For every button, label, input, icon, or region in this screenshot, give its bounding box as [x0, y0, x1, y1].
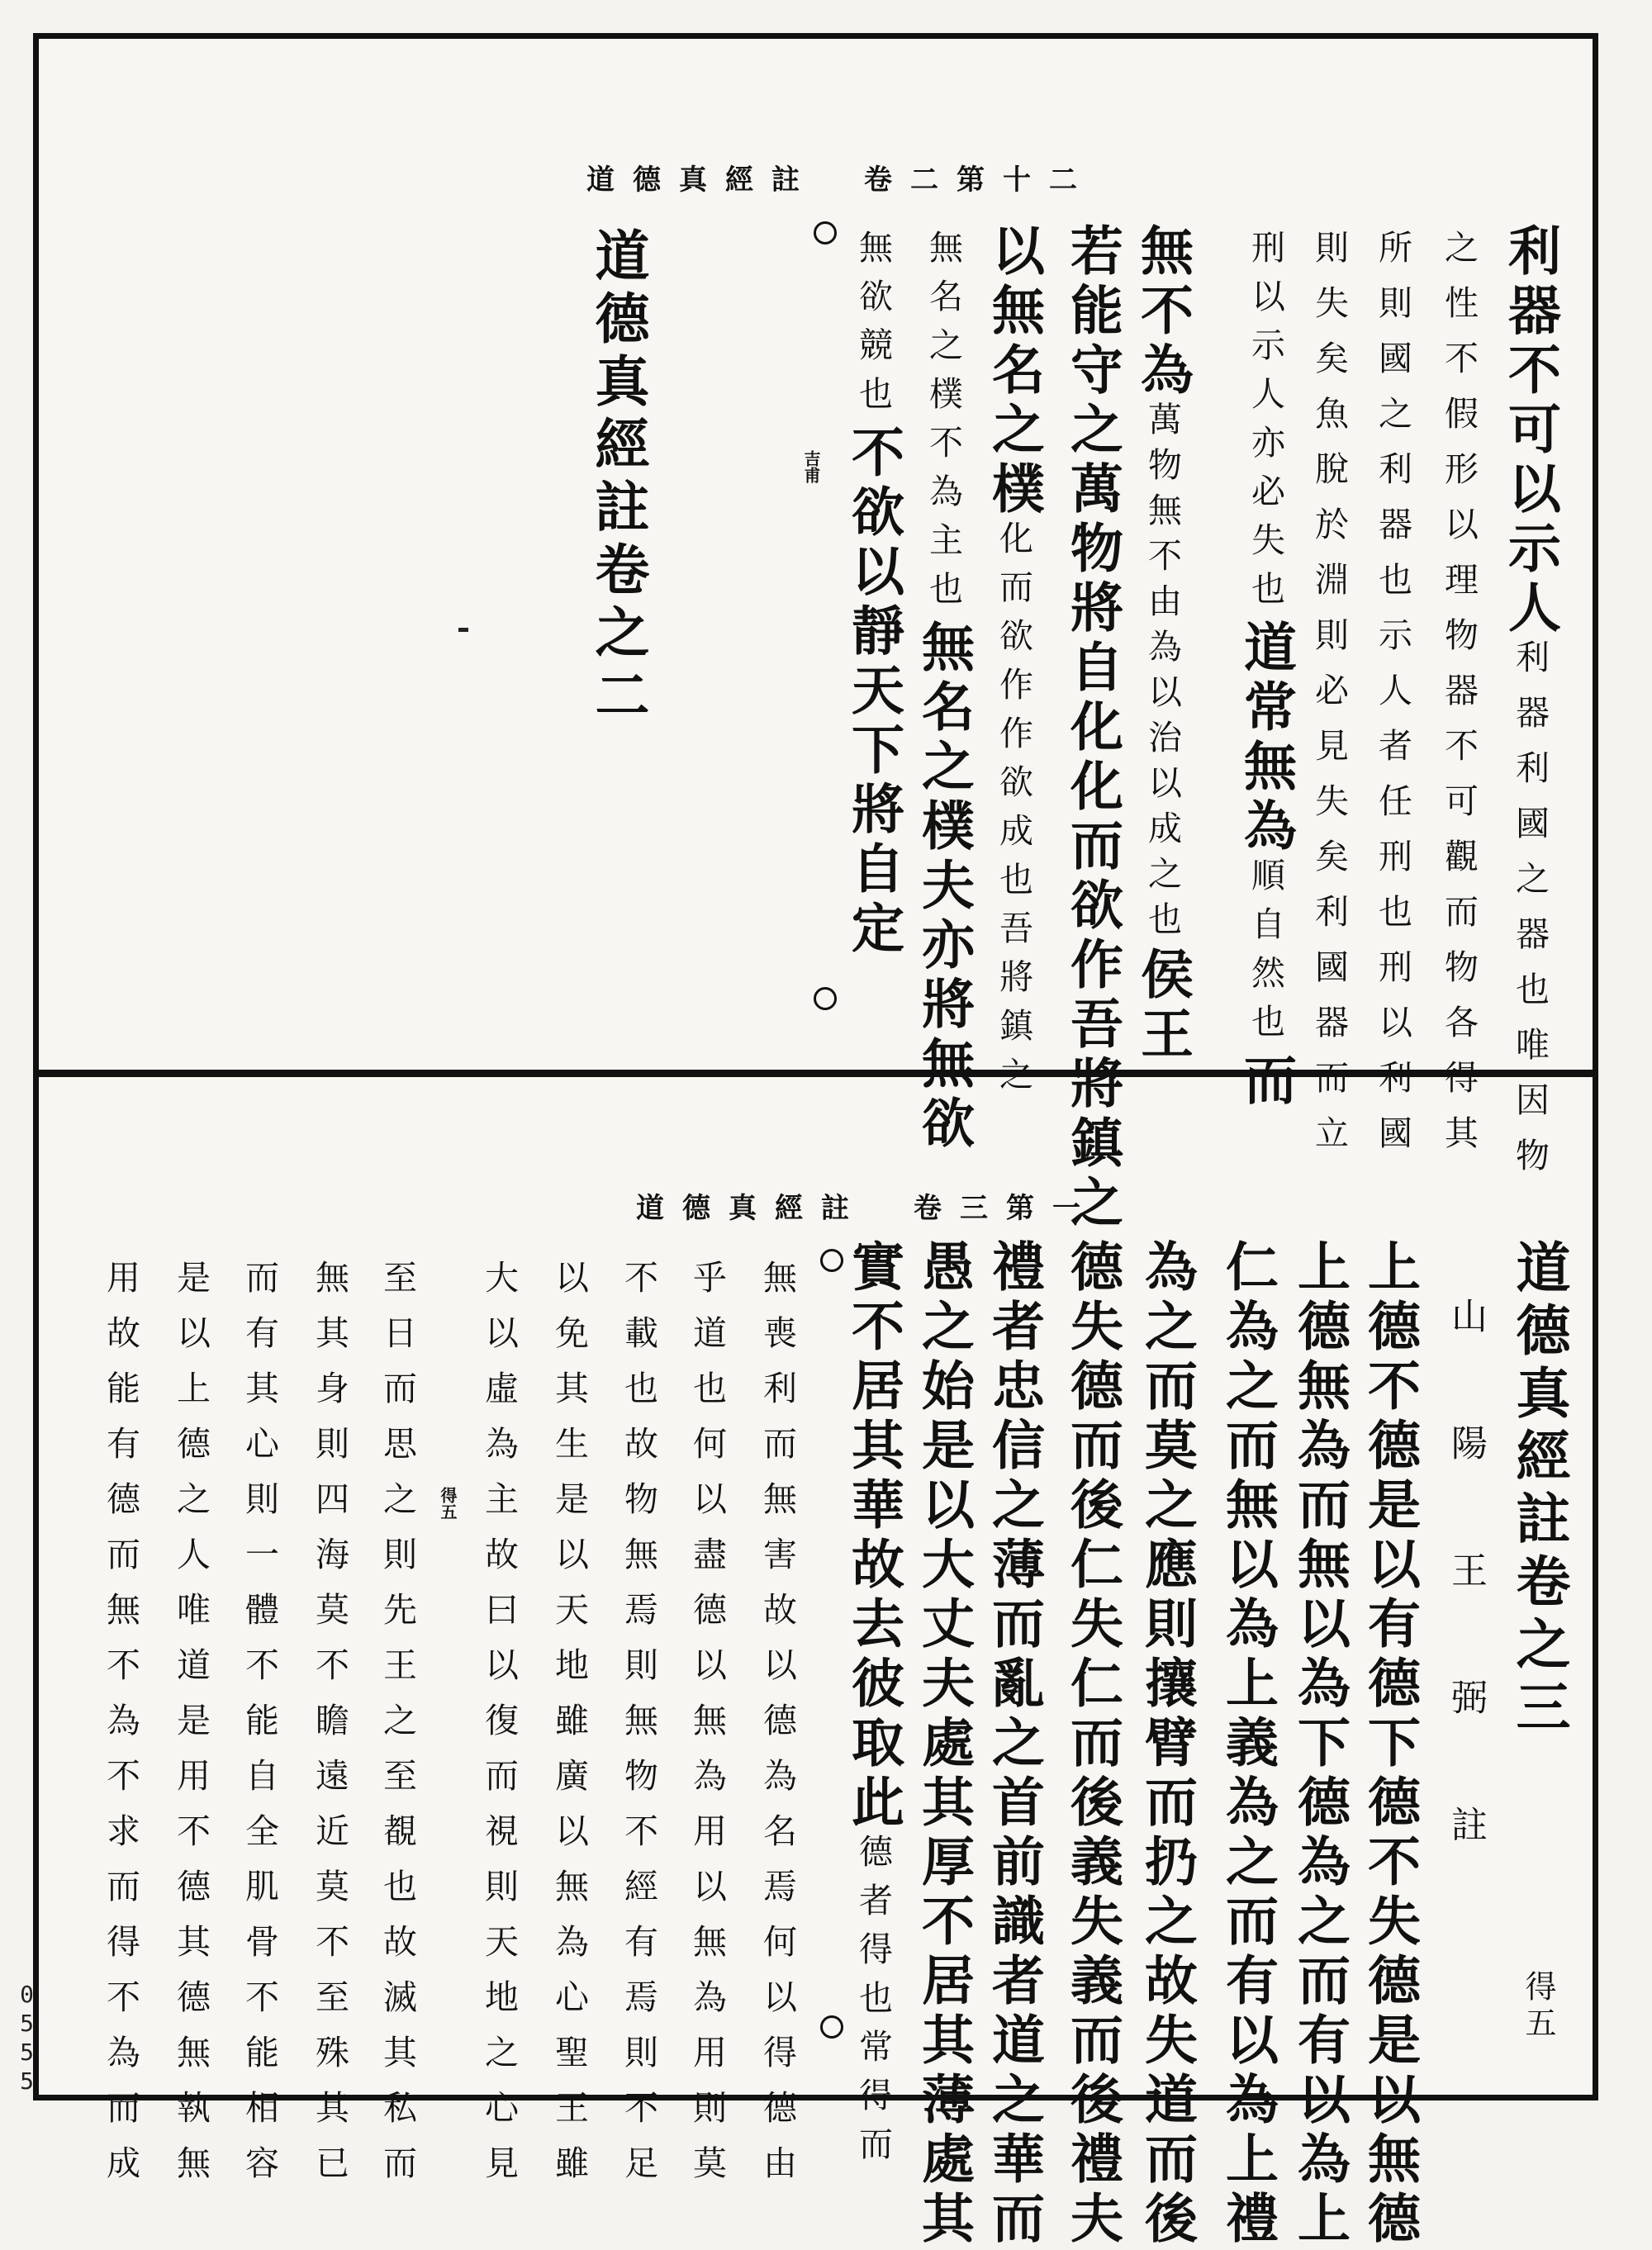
- upper-col-5-main2: 而: [1235, 1052, 1297, 1112]
- upper-col-1-note: 利器利國之器也唯因物: [1510, 639, 1550, 1193]
- lower-col-10: 乎道也何以盡德以無為用以無為用則莫: [687, 1260, 727, 2200]
- lower-col-13: 大以虛為主故曰以復而視則天地之心見: [479, 1260, 519, 2200]
- upper-col-7: 若能守之萬物將自化化而欲作吾將鎮之: [1061, 223, 1123, 1234]
- upper-col-9-note: 無名之樸不為主也: [923, 230, 963, 619]
- lower-col-8: [843, 1239, 904, 2175]
- lower-col-6: 禮者忠信之薄而亂之首前識者道之華而: [983, 1239, 1045, 2250]
- upper-col-10-main: 不欲以靜天下將自定: [843, 425, 904, 960]
- lower-col-15: 無其身則四海莫不瞻遠近莫不至殊其已: [310, 1260, 349, 2200]
- upper-chapter-title: 道德真經註卷之二: [586, 227, 650, 729]
- lower-col-4: 為之而莫之應則攘臂而扔之故失道而後: [1136, 1239, 1198, 2250]
- upper-col-8: [983, 223, 1045, 1105]
- upper-col-6-main2: 侯王: [1132, 947, 1194, 1066]
- upper-col-1: [1499, 223, 1561, 1193]
- lower-folio: 得五: [1520, 1970, 1556, 2043]
- lower-col-11: 不載也故物無焉則無物不經有焉則不足: [619, 1260, 658, 2200]
- upper-col-5-note2: 順自然也: [1246, 857, 1285, 1052]
- upper-col-8-note: 化而欲作作欲成也吾將鎮之: [994, 520, 1033, 1105]
- upper-col-4: 則失矣魚脫於淵則必見失矣利國器而立: [1309, 230, 1349, 1170]
- lower-running-header: 道德真經註 卷三第一: [636, 1192, 1099, 1225]
- lower-seal: 得五: [438, 1487, 458, 1520]
- upper-col-2: 之性不假形以理物器不可觀而物各得其: [1439, 230, 1479, 1170]
- upper-running-header: 道德真經註 卷二第十二: [586, 164, 1095, 197]
- lower-circle-mark-bottom: [820, 2015, 843, 2039]
- page-divider: [33, 1070, 1598, 1077]
- lower-col-2: 上德無為而無以為下德為之而有以為上: [1289, 1239, 1351, 2250]
- lower-col-8-note: 德者得也常得而: [853, 1834, 893, 2175]
- upper-col-10-note: 無欲競也: [853, 230, 893, 425]
- upper-col-6-note: 萬物無不由為以治以成之也: [1142, 401, 1182, 947]
- lower-col-8-main: 實不居其華故去彼取此: [843, 1239, 904, 1834]
- page-number: 0555: [13, 1981, 40, 2096]
- upper-col-3: 所則國之利器也示人者任刑也刑以利國: [1373, 230, 1412, 1170]
- lower-col-7: 愚之始是以大丈夫處其厚不居其薄處其: [913, 1239, 975, 2250]
- lower-col-17: 是以上德之人唯道是用不德其德無執無: [171, 1260, 211, 2200]
- upper-circle-mark-top: [814, 221, 837, 244]
- upper-col-8-main: 以無名之樸: [983, 223, 1045, 520]
- lower-author: 山陽王弼註: [1445, 1297, 1487, 1933]
- upper-circle-mark-bottom: [814, 987, 837, 1010]
- lower-col-3: 仁為之而無以為上義為之而有以為上禮: [1217, 1239, 1279, 2250]
- upper-col-1-main: 利器不可以示人: [1499, 223, 1561, 639]
- lower-col-1: 上德不德是以有德下德不失德是以無德: [1359, 1239, 1421, 2250]
- upper-seal: 吉甫: [801, 450, 821, 483]
- upper-col-5: [1235, 230, 1297, 1112]
- lower-col-14: 至日而思之則先王之至覩也故滅其私而: [377, 1260, 417, 2200]
- upper-col-6: [1132, 223, 1194, 1066]
- upper-col-5-main: 道常無為: [1235, 619, 1297, 857]
- lower-chapter-title: 道德真經註卷之三: [1507, 1239, 1571, 1741]
- lower-col-16: 而有其心則一體不能自全肌骨不能相容: [240, 1260, 279, 2200]
- lower-col-9: 無喪利而無害故以德為名焉何以得德由: [757, 1260, 797, 2200]
- lower-col-12: 以免其生是以天地雖廣以無為心聖王雖: [549, 1260, 589, 2200]
- upper-col-5-note: 刑以示人亦必失也: [1246, 230, 1285, 619]
- upper-col-6-main: 無不為: [1132, 223, 1194, 401]
- upper-col-9: [913, 230, 975, 1155]
- lower-col-5: 德失德而後仁失仁而後義失義而後禮夫: [1061, 1239, 1123, 2250]
- lower-circle-mark-top: [820, 1249, 843, 1272]
- upper-col-10: [843, 230, 904, 960]
- lower-col-18: 用故能有德而無不為不求而得不為而成: [101, 1260, 140, 2200]
- upper-col-9-main: 無名之樸夫亦將無欲: [913, 619, 975, 1155]
- upper-ink-mark: [458, 628, 468, 632]
